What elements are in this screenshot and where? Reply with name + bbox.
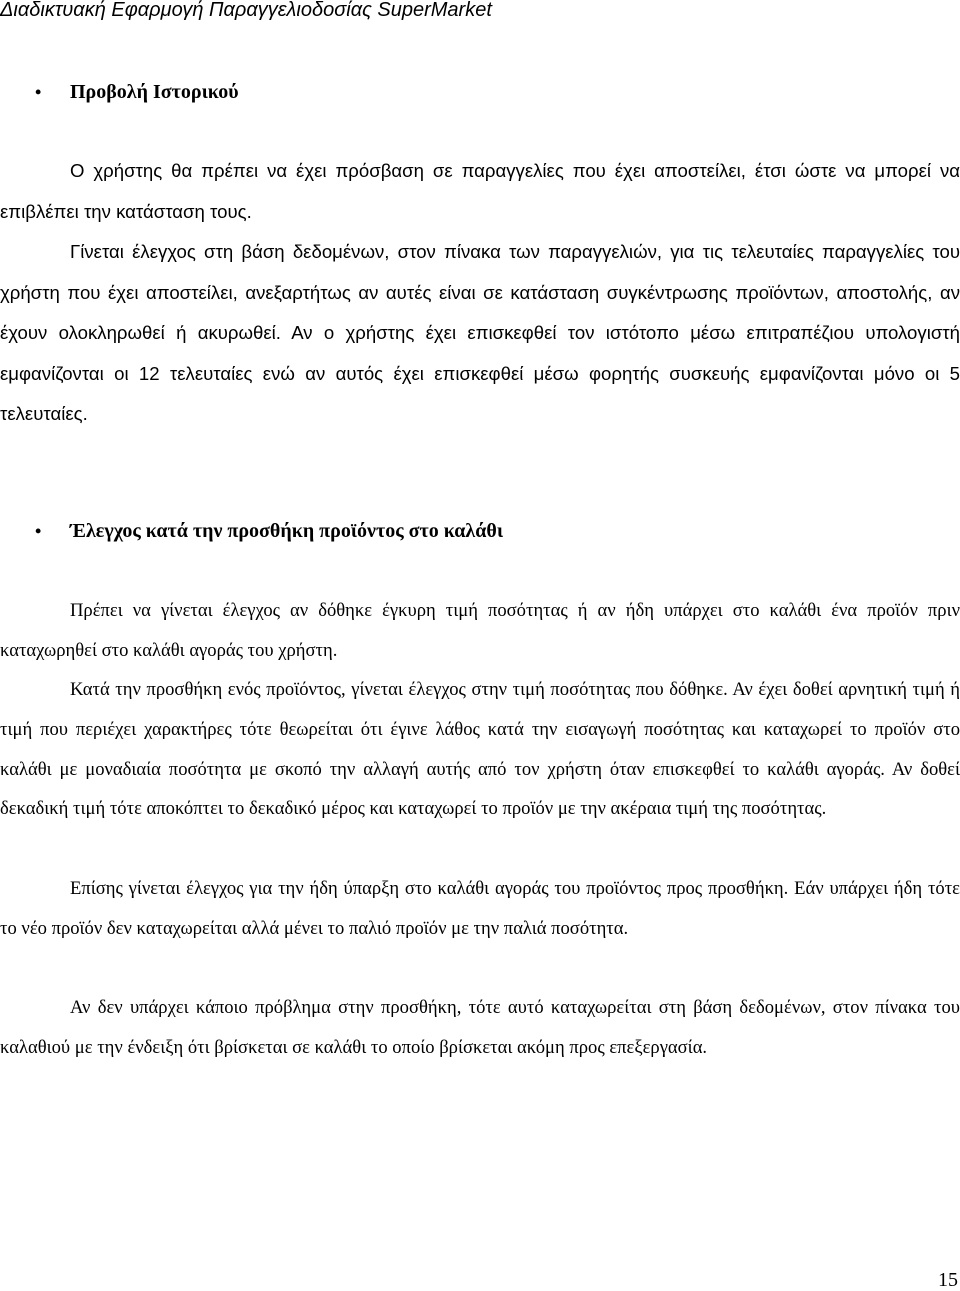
paragraph: Πρέπει να γίνεται έλεγχος αν δόθηκε έγκυρη τιμή ποσότητας ή αν ήδη υπάρχει στο καλάθι ένα προϊόν πριν καταχωρηθεί στο καλάθι αγοράς του χρήστη.	[0, 600, 960, 661]
paragraph: Ο χρήστης θα πρέπει να έχει πρόσβαση σε παραγγελίες που έχει αποστείλει, έτσι ώστε να μπορεί να επιβλέπει την κατάσταση τους.	[0, 160, 960, 222]
bullet-icon: •	[35, 521, 42, 541]
section-heading-text: Έλεγχος κατά την προσθήκη προϊόντος στο καλάθι	[70, 520, 504, 542]
paragraph: Γίνεται έλεγχος στη βάση δεδομένων, στον πίνακα των παραγγελιών, για τις τελευταίες παραγγελίες του χρήστη που έχει αποστείλει, ανεξαρτήτως αν αυτές είναι σε κατάσταση συγκέντρωσης προϊόντων, αποστολής, αν έχουν ολοκληρωθεί ή ακυρωθεί. Αν ο χρήστης έχει επισκεφθεί τον ιστότοπο μέσω επιτραπέζιου υπολογιστή εμφανίζονται οι 12 τελευταίες ενώ αν αυτός έχει επισκεφθεί μέσω φορητής συσκευής εμφανίζονται μόνο οι 5 τελευταίες.	[0, 241, 960, 424]
paragraph: Κατά την προσθήκη ενός προϊόντος, γίνεται έλεγχος στην τιμή ποσότητας που δόθηκε. Αν έχει δοθεί αρνητική τιμή ή τιμή που περιέχει χαρακτήρες τότε θεωρείται ότι έγινε λάθος κατά την εισαγωγή ποσότητας και καταχωρεί το προϊόν στο καλάθι με μοναδιαία ποσότητα με σκοπό την αλλαγή αυτής από τον χρήστη όταν επισκεφθεί το καλάθι αγοράς. Αν δοθεί δεκαδική τιμή τότε αποκόπτει το δεκαδικό μέρος και καταχωρεί το προϊόν με την ακέραια τιμή της ποσότητας.	[0, 679, 960, 820]
paragraph: Επίσης γίνεται έλεγχος για την ήδη ύπαρξη στο καλάθι αγοράς του προϊόντος προς προσθήκη. Εάν υπάρχει ήδη τότε το νέο προϊόν δεν καταχωρείται αλλά μένει το παλιό προϊόν με την παλιά ποσότητα.	[0, 878, 960, 939]
document-header-title: Διαδικτυακή Εφαρμογή Παραγγελιοδοσίας SuperMarket	[0, 0, 492, 21]
section-heading-text: Προβολή Ιστορικού	[70, 81, 239, 103]
paragraph: Αν δεν υπάρχει κάποιο πρόβλημα στην προσθήκη, τότε αυτό καταχωρείται στη βάση δεδομένων, στον πίνακα του καλαθιού με την ένδειξη ότι βρίσκεται σε καλάθι το οποίο βρίσκεται ακόμη προς επεξεργασία.	[0, 997, 960, 1058]
page-number: 15	[938, 1269, 958, 1291]
bullet-icon: •	[35, 82, 42, 102]
